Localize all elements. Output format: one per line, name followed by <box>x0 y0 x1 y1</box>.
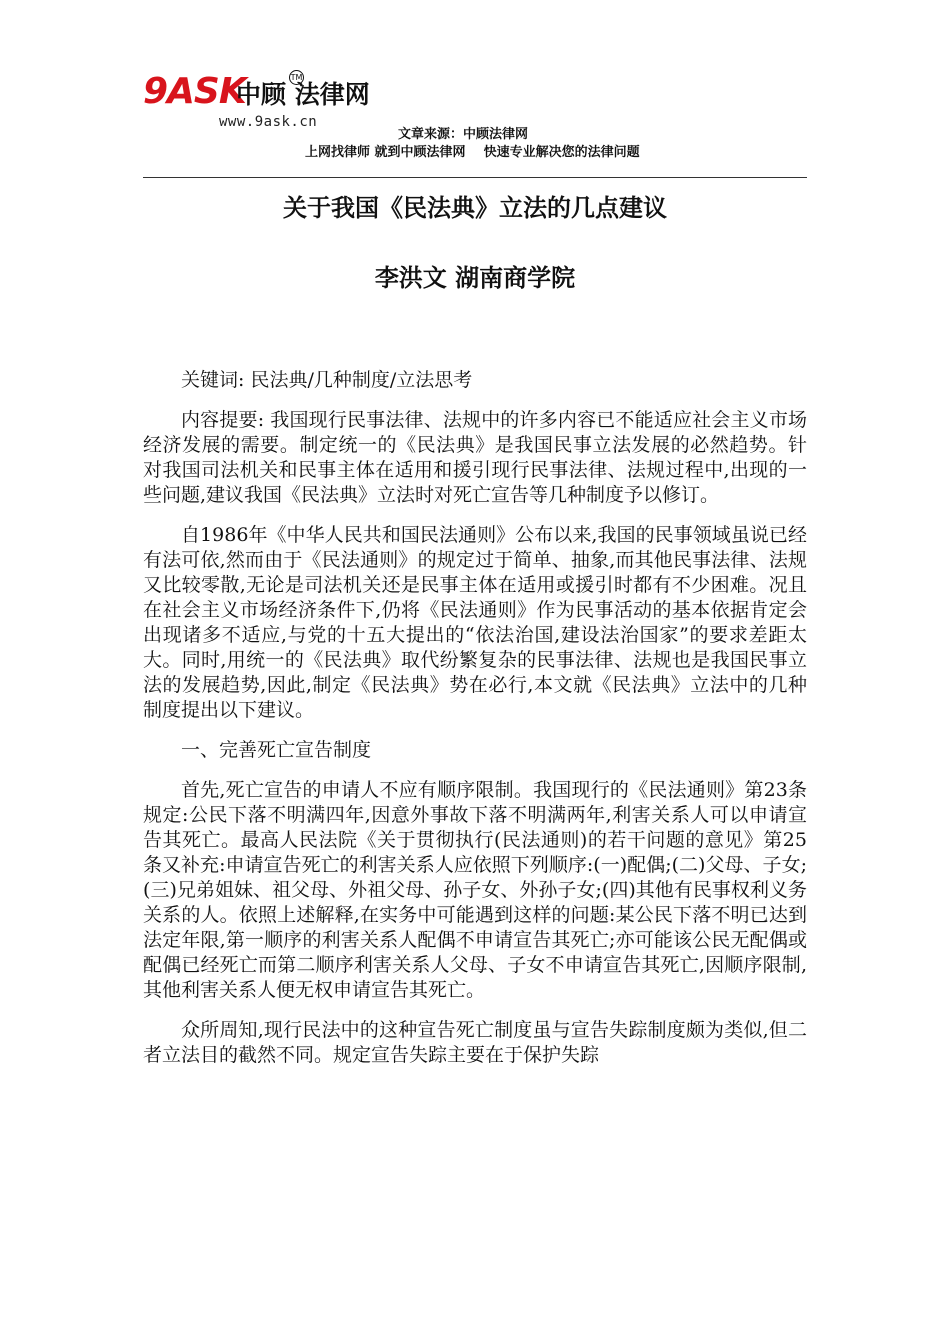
body-paragraph: 众所周知,现行民法中的这种宣告死亡制度虽与宣告失踪制度颇为类似,但二者立法目的截然不同。规定宣告失踪主要在于保护失踪 <box>143 1019 807 1066</box>
abstract-paragraph: 内容提要: 我国现行民事法律、法规中的许多内容已不能适应社会主义市场经济发展的需要。制定统一的《民法典》是我国民事立法发展的必然趋势。针对我国司法机关和民事主体在适用和援引现行民事法律、法规过程中,出现的一些问题,建议我国《民法典》立法时对死亡宣告等几种制度予以修订。 <box>143 409 807 506</box>
site-tagline: 上网找律师 就到中顾法律网 快速专业解决您的法律问题 <box>305 145 640 160</box>
header-divider <box>143 177 807 178</box>
keywords-paragraph: 关键词: 民法典/几种制度/立法思考 <box>181 369 473 391</box>
site-logo[interactable] <box>143 72 388 136</box>
article-title: 关于我国《民法典》立法的几点建议 <box>283 194 667 222</box>
body-paragraph: 首先,死亡宣告的申请人不应有顺序限制。我国现行的《民法通则》第23条规定:公民下落不明满四年,因意外事故下落不明满两年,利害关系人可以申请宣告其死亡。最高人民法院《关于贯彻执行(民法通则)的若干问题的意见》第25条又补充:申请宣告死亡的利害关系人应依照下列顺序:(一)配偶;(二)父母、子女;(三)兄弟姐妹、祖父母、外祖父母、孙子女、外孙子女;(四)其他有民事权利义务关系的人。依照上述解释,在实务中可能遇到这样的问题:某公民下落不明已达到法定年限,第一顺序的利害关系人配偶不申请宣告其死亡;亦可能该公民无配偶或配偶已经死亡而第二顺序利害关系人父母、子女不申请宣告其死亡,因顺序限制,其他利害关系人便无权申请宣告其死亡。 <box>143 779 807 1001</box>
logo-url: www.9ask.cn <box>219 114 318 130</box>
trademark-icon: TM <box>289 70 304 85</box>
article-author: 李洪文 湖南商学院 <box>374 264 576 292</box>
logo-site-name: 中顾 法律网 <box>236 80 370 109</box>
section-heading: 一、完善死亡宣告制度 <box>181 739 372 761</box>
article-body <box>143 368 807 1083</box>
logo-mark: 9ASK <box>143 71 246 112</box>
article-source: 文章来源：中顾法律网 <box>398 127 529 142</box>
body-paragraph: 自1986年《中华人民共和国民法通则》公布以来,我国的民事领域虽说已经有法可依,然而由于《民法通则》的规定过于简单、抽象,而其他民事法律、法规又比较零散,无论是司法机关还是民事主体在适用或援引时都有不少困难。况且在社会主义市场经济条件下,仍将《民法通则》作为民事活动的基本依据肯定会出现诸多不适应,与党的十五大提出的“依法治国,建设法治国家”的要求差距太大。同时,用统一的《民法典》取代纷繁复杂的民事法律、法规也是我国民事立法的发展趋势,因此,制定《民法典》势在必行,本文就《民法典》立法中的几种制度提出以下建议。 <box>143 524 807 721</box>
